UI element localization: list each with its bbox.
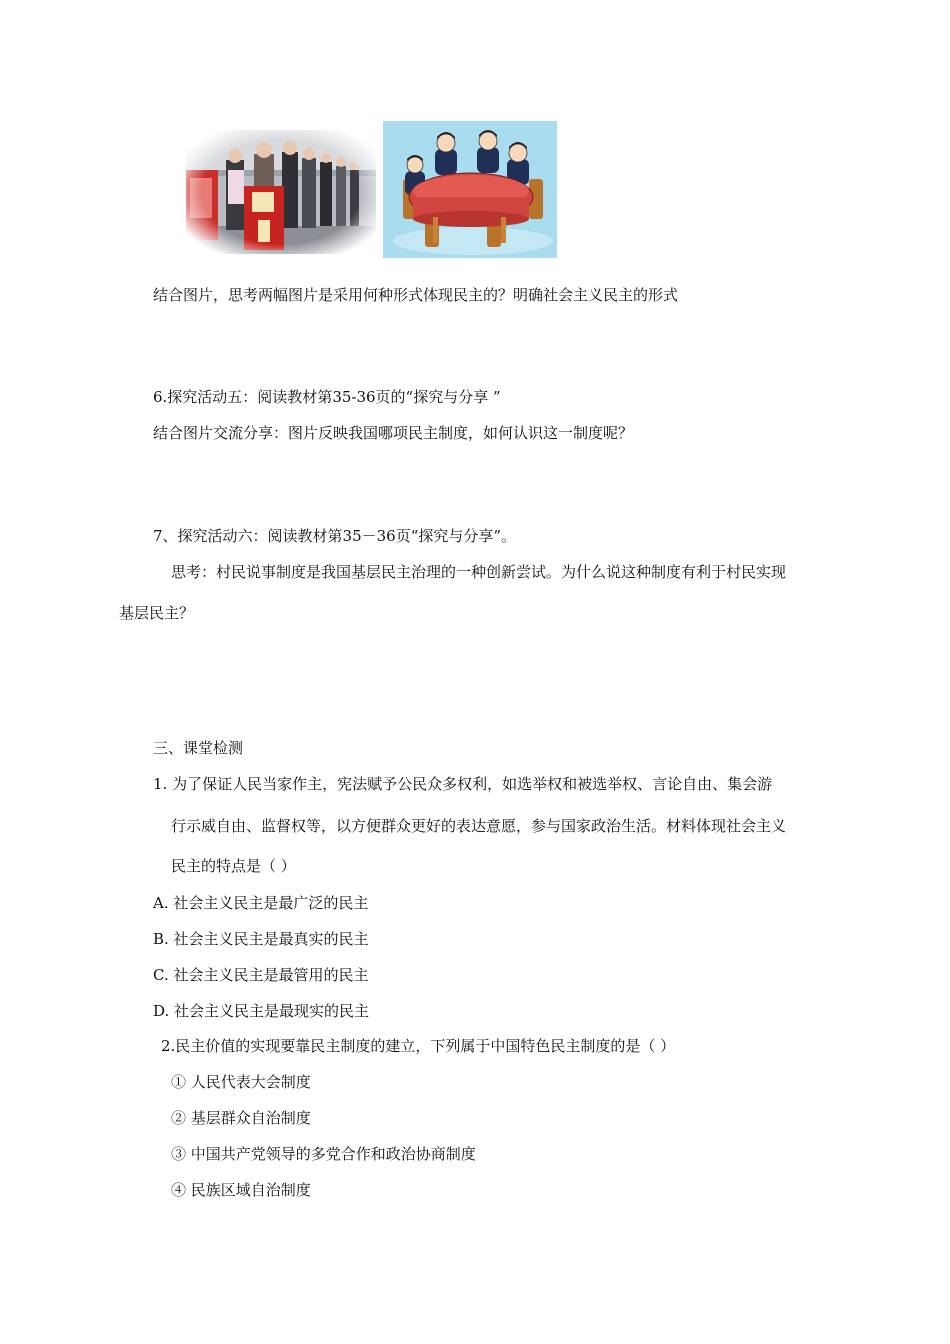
activity6-prompt-line2: 基层民主？ (119, 604, 195, 622)
round-table-cartoon (383, 121, 557, 258)
q1-option-b: B. 社会主义民主是最真实的民主 (153, 930, 369, 948)
intro-prompt: 结合图片，思考两幅图片是采用何种形式体现民主的？明确社会主义民主的形式 (153, 286, 679, 304)
q2-item-1: ① 人民代表大会制度 (171, 1073, 311, 1091)
activity6-prompt-line1: 思考：村民说事制度是我国基层民主治理的一种创新尝试。为什么说这种制度有利于村民实现 (171, 563, 787, 581)
q2-item-2: ② 基层群众自治制度 (171, 1109, 311, 1127)
q2-item-4: ④ 民族区域自治制度 (171, 1181, 311, 1199)
q1-option-a: A. 社会主义民主是最广泛的民主 (153, 894, 369, 912)
q2-stem: 2.民主价值的实现要靠民主制度的建立，下列属于中国特色民主制度的是（ ） (161, 1037, 676, 1055)
q2-item-3: ③ 中国共产党领导的多党合作和政治协商制度 (171, 1145, 476, 1163)
section3-heading: 三、课堂检测 (153, 739, 244, 757)
q1-line3: 民主的特点是（ ） (171, 857, 296, 875)
activity5-title: 6.探究活动五：阅读教材第35-36页的“探究与分享 ” (153, 388, 501, 406)
q1-line1: 1. 为了保证人民当家作主，宪法赋予公民众多权利，如选举权和被选举权、言论自由、集会游 (153, 775, 773, 793)
q1-option-c: C. 社会主义民主是最管用的民主 (153, 966, 369, 984)
activity5-prompt: 结合图片交流分享：图片反映我国哪项民主制度，如何认识这一制度呢？ (153, 424, 634, 442)
activity6-title: 7、探究活动六：阅读教材第35－36页“探究与分享”。 (153, 527, 517, 545)
q1-option-d: D. 社会主义民主是最现实的民主 (153, 1002, 370, 1020)
q1-line2: 行示威自由、监督权等，以方便群众更好的表达意愿，参与国家政治生活。材料体现社会主义 (171, 817, 787, 835)
voting-photo (186, 130, 376, 254)
